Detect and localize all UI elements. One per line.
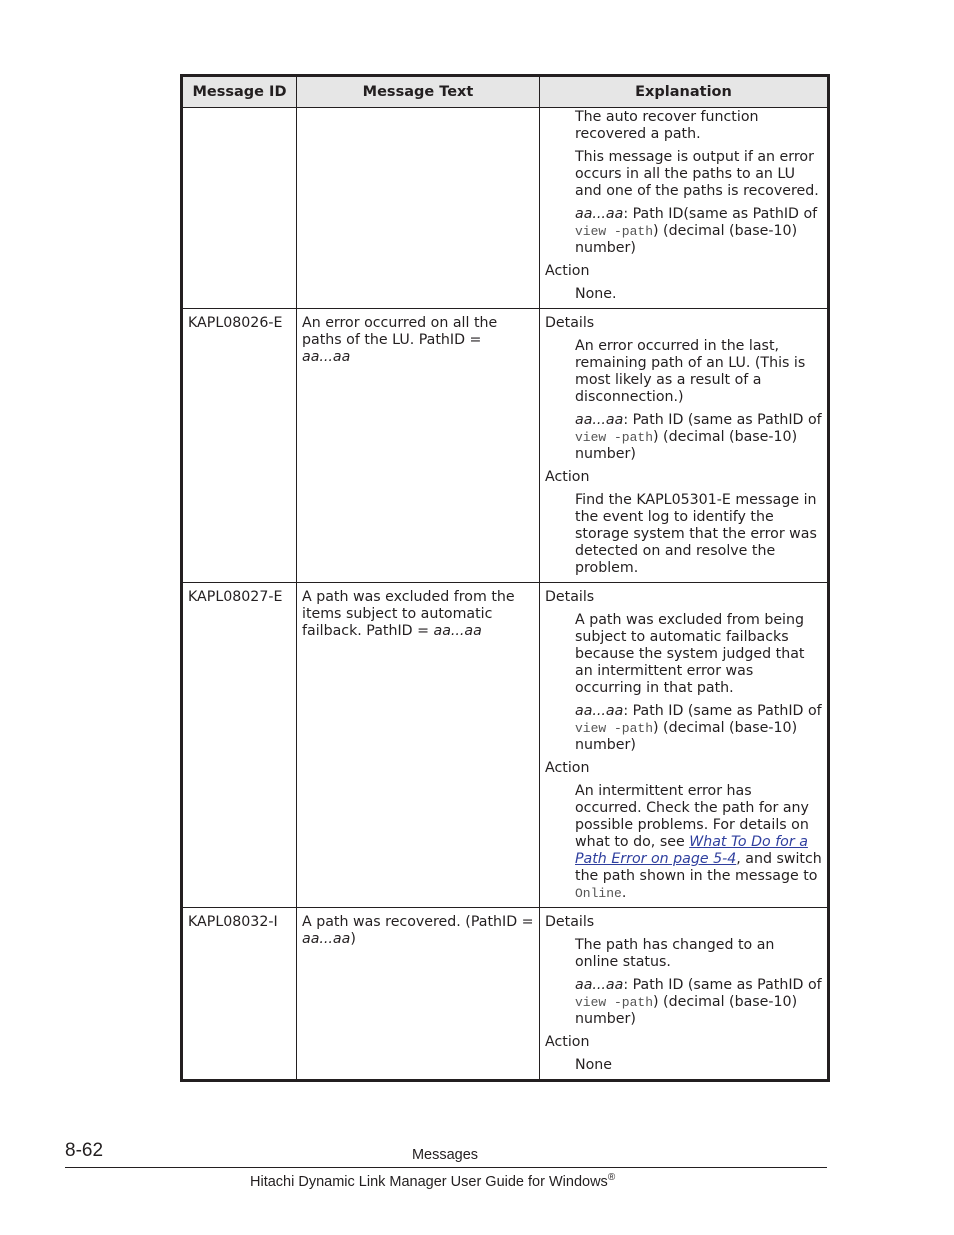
messages-table [180,74,830,1082]
param-name: aa...aa [575,412,624,428]
details-label: Details [545,315,595,331]
action-label: Action [545,469,590,485]
param-pre: : Path ID (same as PathID of [623,412,822,428]
book-title [250,1172,615,1190]
param-post: ) (decimal (base-10) number) [575,994,798,1027]
message-id-cell: KAPL08026-E [182,309,297,583]
details-paragraph: The auto recover function recovered a path. [575,109,759,142]
registered-mark: ® [607,1172,616,1183]
table-header-row [182,76,829,108]
param-name: aa...aa [575,977,624,993]
message-text-cell [297,309,540,583]
message-param: aa...aa [433,623,482,639]
section-title: Messages [411,1147,479,1163]
param-command: view -path [575,995,654,1010]
explanation-cell [540,309,829,583]
details-label: Details [545,589,595,605]
message-param: aa...aa [302,931,351,947]
message-param: aa...aa [302,349,351,365]
param-pre: : Path ID(same as PathID of [623,206,818,222]
message-text-tail: ) [350,931,356,947]
header-message-text: Message Text [297,76,540,108]
footer-divider [65,1167,827,1168]
param-command: view -path [575,224,654,239]
message-text-cell [297,908,540,1081]
message-text-cell [297,583,540,908]
param-description [545,206,822,257]
details-paragraph: An error occurred in the last, remaining path of an LU. (This is most likely as a result of a disconnection.) [575,338,806,405]
header-explanation: Explanation [540,76,829,108]
param-name: aa...aa [575,206,624,222]
table-row [182,583,829,908]
param-description [545,412,822,463]
message-text: An error occurred on all the paths of the LU. PathID = [302,315,498,348]
param-description [545,977,822,1028]
param-name: aa...aa [575,703,624,719]
action-text-post: . [621,885,627,901]
action-label: Action [545,760,590,776]
action-text: None [575,1057,613,1073]
page-number: 8-62 [65,1140,104,1161]
message-id-cell: KAPL08027-E [182,583,297,908]
action-text: None. [575,286,617,302]
details-paragraph: The path has changed to an online status. [575,937,775,970]
message-text-cell [297,108,540,309]
cross-reference-link[interactable]: What To Do for a Path Error on page 5-4 [575,834,808,867]
table-row [182,309,829,583]
param-post: ) (decimal (base-10) number) [575,429,798,462]
param-post: ) (decimal (base-10) number) [575,720,798,753]
details-paragraph: This message is output if an error occurs in all the paths to an LU and one of the paths is recovered. [575,149,819,199]
action-text: Find the KAPL05301-E message in the event log to identify the storage system that the error was detected on and resolve the problem. [575,492,817,576]
explanation-cell [540,108,829,309]
table-row [182,908,829,1081]
param-command: view -path [575,430,654,445]
action-text-mid: , and switch the path shown in the message to [575,851,822,884]
action-text [545,783,822,902]
explanation-cell [540,908,829,1081]
param-pre: : Path ID (same as PathID of [623,703,822,719]
param-pre: : Path ID (same as PathID of [623,977,822,993]
header-message-id: Message ID [182,76,297,108]
message-id-cell: KAPL08032-I [182,908,297,1081]
explanation-cell [540,583,829,908]
param-command: view -path [575,721,654,736]
action-label: Action [545,263,590,279]
book-title-text: Hitachi Dynamic Link Manager User Guide for Windows [250,1173,608,1190]
status-code: Online [575,886,622,901]
message-text: A path was excluded from the items subject to automatic failback. PathID = [302,589,515,639]
action-label: Action [545,1034,590,1050]
details-paragraph: A path was excluded from being subject to automatic failbacks because the system judged that an intermittent error was occurring in that path. [575,612,805,696]
table-row [182,108,829,309]
details-label: Details [545,914,595,930]
message-id-cell [182,108,297,309]
action-text-pre: An intermittent error has occurred. Check the path for any possible problems. For details on what to do, see [575,783,809,850]
message-text: A path was recovered. (PathID = [302,914,534,930]
param-post: ) (decimal (base-10) number) [575,223,798,256]
param-description [545,703,822,754]
